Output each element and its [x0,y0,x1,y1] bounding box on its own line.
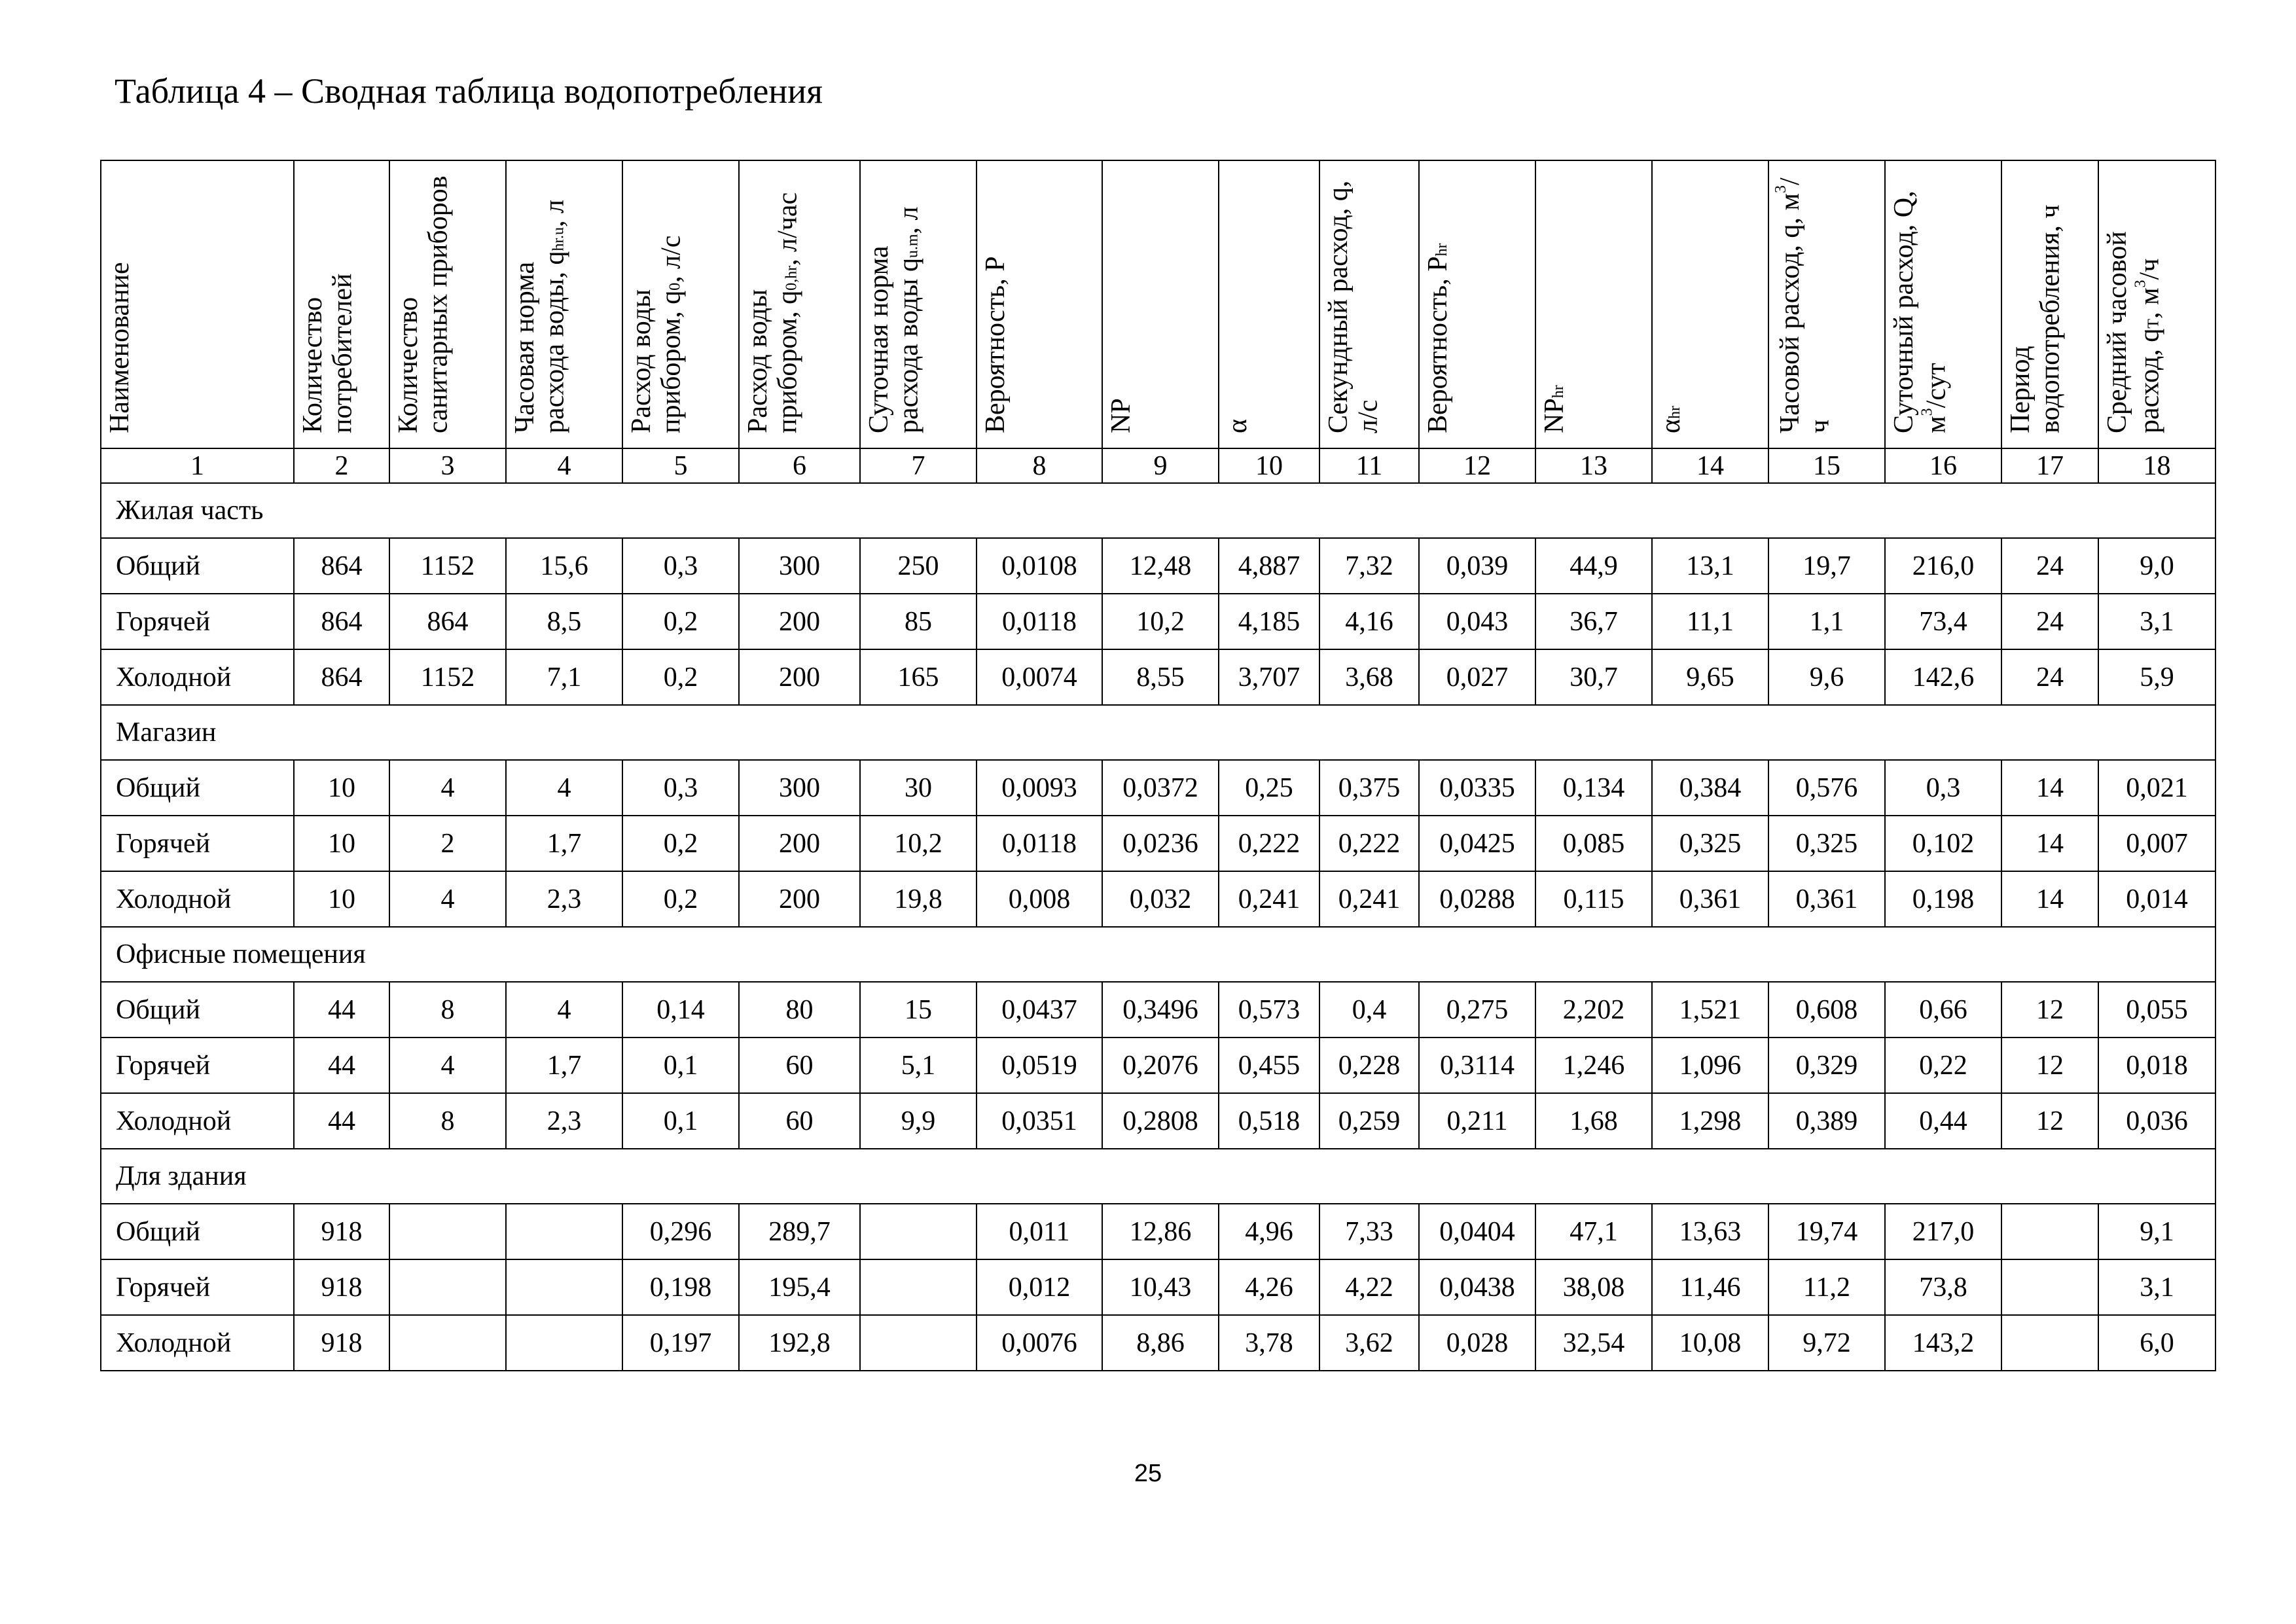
table-cell: 1,096 [1652,1038,1768,1093]
table-cell: 0,021 [2098,760,2215,816]
table-cell: 1,1 [1768,594,1885,649]
table-cell: 4,22 [1319,1259,1419,1315]
table-cell: 0,0093 [977,760,1102,816]
table-cell: 0,0076 [977,1315,1102,1371]
column-number: 5 [622,448,739,483]
table-cell [506,1204,622,1259]
header-alpha-hr: $\alpha_{hr}$ [1652,160,1768,448]
table-cell: 14 [2001,816,2098,871]
column-number: 9 [1102,448,1219,483]
table-cell: 7,1 [506,649,622,705]
table-cell: 0,134 [1535,760,1652,816]
column-number: 3 [389,448,506,483]
table-cell: 0,211 [1419,1093,1535,1149]
table-cell: 289,7 [739,1204,860,1259]
table-cell: 2,3 [506,1093,622,1149]
table-cell: 3,62 [1319,1315,1419,1371]
table-cell: 0,608 [1768,982,1885,1038]
table-cell: 60 [739,1038,860,1093]
table-cell: 0,0437 [977,982,1102,1038]
table-cell: 11,2 [1768,1259,1885,1315]
table-cell: 0,259 [1319,1093,1419,1149]
table-cell: 918 [294,1204,389,1259]
table-cell: 0,518 [1219,1093,1319,1149]
table-cell: 44 [294,982,389,1038]
table-cell: 15,6 [506,538,622,594]
table-row [101,1093,2215,1149]
table-cell: 7,32 [1319,538,1419,594]
table-row [101,649,2215,705]
column-number: 12 [1419,448,1535,483]
table-cell: 0,14 [622,982,739,1038]
group-row [101,1149,2215,1204]
table-cell: 0,241 [1319,871,1419,927]
table-cell: 0,375 [1319,760,1419,816]
header-consumers: Количество потребителей [294,160,389,448]
group-title: Жилая часть [101,483,2215,538]
table-cell: 4,96 [1219,1204,1319,1259]
header-daily-flow: Суточный расход, Q, $м^3$/сут [1885,160,2001,448]
row-label: Холодной [101,1093,294,1149]
table-cell: 0,325 [1768,816,1885,871]
table-cell: 10 [294,871,389,927]
table-cell: 0,66 [1885,982,2001,1038]
table-cell: 200 [739,871,860,927]
table-cell: 0,44 [1885,1093,2001,1149]
table-cell: 1,68 [1535,1093,1652,1149]
column-number: 4 [506,448,622,483]
table-cell: 0,043 [1419,594,1535,649]
table-cell: 12,48 [1102,538,1219,594]
table-cell: 8,5 [506,594,622,649]
table-cell: 0,455 [1219,1038,1319,1093]
table-cell: 0,222 [1319,816,1419,871]
table-cell [2001,1315,2098,1371]
row-label: Общий [101,1204,294,1259]
table-cell: 0,325 [1652,816,1768,871]
table-cell: 7,33 [1319,1204,1419,1259]
table-cell: 4,887 [1219,538,1319,594]
table-row [101,1315,2215,1371]
table-row [101,1259,2215,1315]
table-cell: 3,78 [1219,1315,1319,1371]
column-number: 10 [1219,448,1319,483]
group-title: Офисные помещения [101,927,2215,982]
table-cell: 0,22 [1885,1038,2001,1093]
table-cell: 918 [294,1259,389,1315]
table-cell: 0,1 [622,1038,739,1093]
table-cell: 11,1 [1652,594,1768,649]
header-period: Период водопотребления, ч [2001,160,2098,448]
table-cell: 36,7 [1535,594,1652,649]
table-cell: 0,036 [2098,1093,2215,1149]
table-cell: 44,9 [1535,538,1652,594]
column-number: 17 [2001,448,2098,483]
column-number: 1 [101,448,294,483]
table-cell: 10,08 [1652,1315,1768,1371]
table-cell: 217,0 [1885,1204,2001,1259]
table-cell: 30,7 [1535,649,1652,705]
table-cell: 47,1 [1535,1204,1652,1259]
table-cell: 6,0 [2098,1315,2215,1371]
table-cell: 1,7 [506,816,622,871]
table-cell: 0,3496 [1102,982,1219,1038]
table-cell: 8,86 [1102,1315,1219,1371]
table-cell [389,1259,506,1315]
table-cell: 0,2 [622,816,739,871]
table-cell: 10 [294,760,389,816]
table-cell: 0,361 [1652,871,1768,927]
table-cell: 0,3 [622,760,739,816]
header-fixture-flow-ls: Расход воды прибором, $q_0$, л/с [622,160,739,448]
table-cell: 0,032 [1102,871,1219,927]
table-cell: 0,389 [1768,1093,1885,1149]
table-cell: 0,008 [977,871,1102,927]
table-cell: 0,0335 [1419,760,1535,816]
table-cell: 0,0438 [1419,1259,1535,1315]
column-number: 18 [2098,448,2215,483]
row-label: Холодной [101,871,294,927]
row-label: Общий [101,760,294,816]
table-cell: 0,296 [622,1204,739,1259]
table-cell: 13,1 [1652,538,1768,594]
table-cell: 0,2808 [1102,1093,1219,1149]
table-cell: 2,202 [1535,982,1652,1038]
table-cell: 143,2 [1885,1315,2001,1371]
page-number: 25 [1134,1460,1162,1487]
group-row [101,927,2215,982]
table-caption: Таблица 4 – Сводная таблица водопотребления [115,71,823,111]
table-cell: 864 [294,649,389,705]
table-cell: 918 [294,1315,389,1371]
table-cell: 0,014 [2098,871,2215,927]
table-cell: 8,55 [1102,649,1219,705]
column-number: 6 [739,448,860,483]
header-np: NP [1102,160,1219,448]
table-cell: 3,707 [1219,649,1319,705]
table-cell: 0,0236 [1102,816,1219,871]
table-cell [389,1204,506,1259]
header-probability: Вероятность, P [977,160,1102,448]
header-avg-hourly-flow: Средний часовой расход, $q_T$, $м^3/ч$ [2098,160,2215,448]
table-cell: 165 [860,649,977,705]
header-name: Наименование [101,160,294,448]
table-cell: 200 [739,816,860,871]
table-row [101,594,2215,649]
column-number: 15 [1768,448,1885,483]
table-cell: 0,039 [1419,538,1535,594]
table-cell: 11,46 [1652,1259,1768,1315]
table-cell: 0,4 [1319,982,1419,1038]
table-cell: 24 [2001,538,2098,594]
group-row [101,483,2215,538]
table-cell: 0,027 [1419,649,1535,705]
header-daily-norm: Суточная норма расхода воды $q_{u.m}$, л [860,160,977,448]
table-cell: 0,3 [622,538,739,594]
table-row [101,816,2215,871]
table-cell: 0,275 [1419,982,1535,1038]
column-number: 16 [1885,448,2001,483]
table-cell: 0,0288 [1419,871,1535,927]
table-cell: 864 [294,538,389,594]
table-cell: 0,576 [1768,760,1885,816]
table-cell: 0,007 [2098,816,2215,871]
table-cell: 4 [506,760,622,816]
table-cell: 80 [739,982,860,1038]
table-cell: 0,102 [1885,816,2001,871]
table-cell: 0,2 [622,649,739,705]
column-number: 14 [1652,448,1768,483]
table-cell: 0,573 [1219,982,1319,1038]
row-label: Горячей [101,816,294,871]
row-label: Холодной [101,1315,294,1371]
row-label: Горячей [101,1259,294,1315]
table-cell: 0,228 [1319,1038,1419,1093]
table-cell: 0,0425 [1419,816,1535,871]
table-cell: 4 [389,760,506,816]
table-cell: 0,1 [622,1093,739,1149]
table-cell: 4 [389,871,506,927]
header-hourly-flow: Часовой расход, q, $м^3/ч$ [1768,160,1885,448]
table-cell [860,1204,977,1259]
table-cell: 0,198 [1885,871,2001,927]
table-cell: 5,9 [2098,649,2215,705]
table-cell: 0,2 [622,871,739,927]
table-cell: 19,74 [1768,1204,1885,1259]
table-cell: 5,1 [860,1038,977,1093]
table-cell: 0,384 [1652,760,1768,816]
table-cell: 9,72 [1768,1315,1885,1371]
table-cell: 14 [2001,871,2098,927]
table-cell: 4,26 [1219,1259,1319,1315]
table-cell: 0,085 [1535,816,1652,871]
row-label: Общий [101,982,294,1038]
table-cell: 0,012 [977,1259,1102,1315]
table-cell: 0,0108 [977,538,1102,594]
header-fixtures: Количество санитарных приборов [389,160,506,448]
table-cell: 0,2076 [1102,1038,1219,1093]
table-cell: 1,246 [1535,1038,1652,1093]
column-number: 13 [1535,448,1652,483]
table-row [101,982,2215,1038]
column-number: 2 [294,448,389,483]
table-cell: 1152 [389,538,506,594]
table-cell: 13,63 [1652,1204,1768,1259]
table-cell: 24 [2001,649,2098,705]
table-cell: 4,185 [1219,594,1319,649]
row-label: Горячей [101,1038,294,1093]
table-cell: 9,0 [2098,538,2215,594]
table-cell: 0,011 [977,1204,1102,1259]
table-cell: 0,0351 [977,1093,1102,1149]
table-cell [860,1315,977,1371]
table-cell: 1152 [389,649,506,705]
header-np-hr: $NP_{hr}$ [1535,160,1652,448]
table-cell: 12 [2001,982,2098,1038]
table-cell: 12,86 [1102,1204,1219,1259]
table-cell: 0,25 [1219,760,1319,816]
table-cell: 250 [860,538,977,594]
table-cell: 0,2 [622,594,739,649]
table-cell: 0,241 [1219,871,1319,927]
table-cell: 0,198 [622,1259,739,1315]
group-title: Магазин [101,705,2215,760]
table-row [101,538,2215,594]
table-cell: 19,7 [1768,538,1885,594]
table-row [101,760,2215,816]
table-cell: 38,08 [1535,1259,1652,1315]
column-number: 11 [1319,448,1419,483]
row-label: Горячей [101,594,294,649]
table-cell: 0,222 [1219,816,1319,871]
table-cell: 0,028 [1419,1315,1535,1371]
table-cell: 44 [294,1093,389,1149]
table-cell: 32,54 [1535,1315,1652,1371]
table-cell: 0,0118 [977,816,1102,871]
table-cell: 3,68 [1319,649,1419,705]
table-cell: 9,6 [1768,649,1885,705]
table-cell: 200 [739,649,860,705]
table-cell: 0,115 [1535,871,1652,927]
table-row [101,1038,2215,1093]
table-cell: 0,0404 [1419,1204,1535,1259]
header-second-flow: Секундный расход, q, л/с [1319,160,1419,448]
table-cell: 142,6 [1885,649,2001,705]
table-cell: 60 [739,1093,860,1149]
header-probability-hr: Вероятность, $P_{hr}$ [1419,160,1535,448]
table-cell: 195,4 [739,1259,860,1315]
column-number-row [101,448,2215,483]
table-cell [506,1315,622,1371]
table-cell: 864 [294,594,389,649]
table-cell: 8 [389,982,506,1038]
table-cell: 0,0074 [977,649,1102,705]
table-cell: 4 [389,1038,506,1093]
table-cell: 1,7 [506,1038,622,1093]
table-row [101,871,2215,927]
table-cell: 9,1 [2098,1204,2215,1259]
table-cell: 1,521 [1652,982,1768,1038]
water-consumption-table [100,160,2216,1371]
table-cell: 24 [2001,594,2098,649]
table-cell: 0,0519 [977,1038,1102,1093]
table-cell: 300 [739,760,860,816]
table-cell: 12 [2001,1038,2098,1093]
table-cell: 73,4 [1885,594,2001,649]
table-cell: 864 [389,594,506,649]
table-cell: 10,43 [1102,1259,1219,1315]
group-row [101,705,2215,760]
table-cell: 0,197 [622,1315,739,1371]
table-cell: 4 [506,982,622,1038]
table-cell: 0,361 [1768,871,1885,927]
table-cell: 10,2 [1102,594,1219,649]
table-cell: 9,9 [860,1093,977,1149]
table-cell: 10,2 [860,816,977,871]
header-alpha: α [1219,160,1319,448]
table-cell: 19,8 [860,871,977,927]
table-cell: 0,329 [1768,1038,1885,1093]
table-cell: 0,3114 [1419,1038,1535,1093]
group-title: Для здания [101,1149,2215,1204]
table-cell: 15 [860,982,977,1038]
table-cell: 10 [294,816,389,871]
table-cell: 85 [860,594,977,649]
table-cell: 0,3 [1885,760,2001,816]
table-cell: 8 [389,1093,506,1149]
header-hourly-norm: Часовая норма расхода воды, $q_{hr.u}$, л [506,160,622,448]
table-row [101,1204,2215,1259]
table-cell: 4,16 [1319,594,1419,649]
row-label: Общий [101,538,294,594]
table-cell: 0,0372 [1102,760,1219,816]
table-cell: 9,65 [1652,649,1768,705]
table-cell: 3,1 [2098,594,2215,649]
table-cell: 216,0 [1885,538,2001,594]
table-cell: 1,298 [1652,1093,1768,1149]
row-label: Холодной [101,649,294,705]
table-cell: 12 [2001,1093,2098,1149]
table-cell: 192,8 [739,1315,860,1371]
table-cell: 73,8 [1885,1259,2001,1315]
table-cell [2001,1204,2098,1259]
header-row [101,160,2215,448]
column-number: 8 [977,448,1102,483]
table-cell [860,1259,977,1315]
table-cell: 2 [389,816,506,871]
table-cell: 0,0118 [977,594,1102,649]
table-cell [2001,1259,2098,1315]
table-cell: 14 [2001,760,2098,816]
table-cell [389,1315,506,1371]
column-number: 7 [860,448,977,483]
header-fixture-flow-lh: Расход воды прибором, $q_{0,hr}$, л/час [739,160,860,448]
table-cell: 300 [739,538,860,594]
table-cell: 30 [860,760,977,816]
table-cell: 200 [739,594,860,649]
table-cell: 0,018 [2098,1038,2215,1093]
table-cell: 0,055 [2098,982,2215,1038]
table-cell: 3,1 [2098,1259,2215,1315]
table-cell: 2,3 [506,871,622,927]
table-cell: 44 [294,1038,389,1093]
table-cell [506,1259,622,1315]
